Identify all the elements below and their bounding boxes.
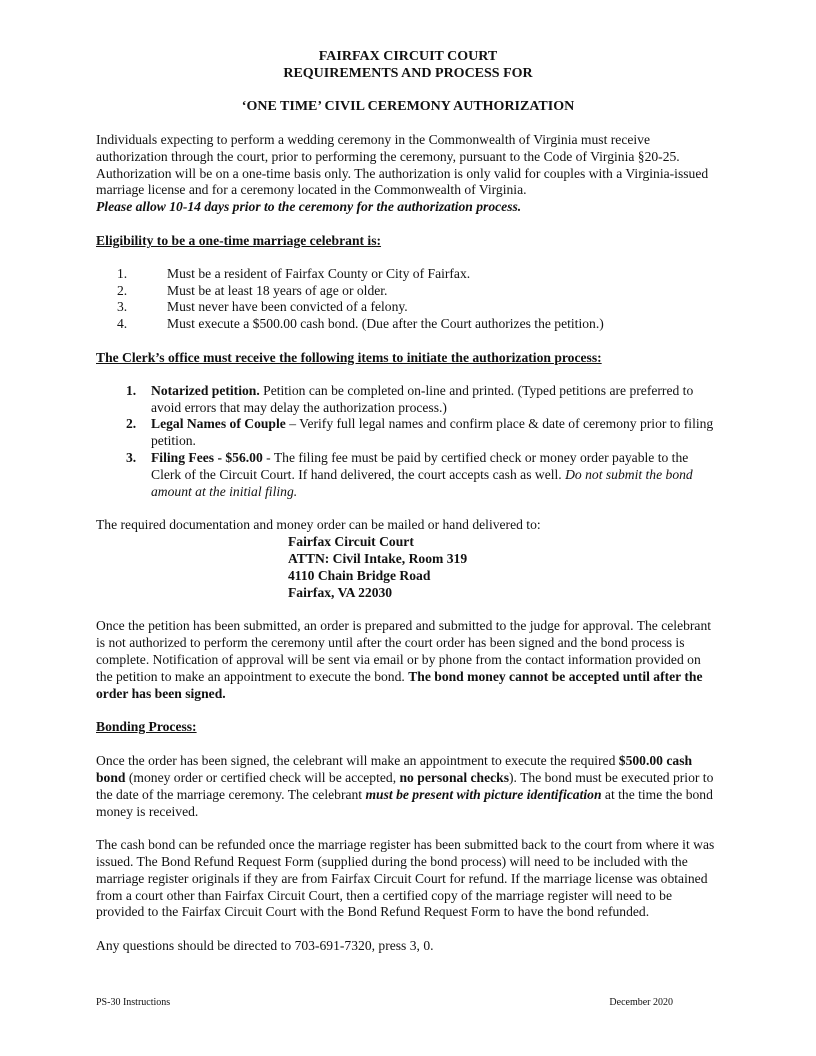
eligibility-list xyxy=(96,266,720,333)
document-title: ‘ONE TIME’ CIVIL CEREMONY AUTHORIZATION xyxy=(241,99,575,114)
bonding-paragraph-2: The cash bond can be refunded once the marriage register has been submitted back to the court from where it was issued. The Bond Refund Request Form (supplied during the bond process) will need to be included with the marriage register originals if they are from Fairfax Circuit Court for refund. If the marriage license was obtained from a court other than Fairfax Circuit Court, then a certified copy of the marriage register will need to be provided to the Fairfax Circuit Court with the Bond Refund Request Form to have the bond refunded. xyxy=(96,837,715,920)
header-line-1: FAIRFAX CIRCUIT COURT xyxy=(318,49,498,64)
list-item: 4. Must execute a $500.00 cash bond. (Due after the Court authorizes the petition.) xyxy=(117,316,604,332)
footer-form-id: PS-30 Instructions xyxy=(96,997,171,1008)
footer-date: December 2020 xyxy=(609,997,673,1008)
address-line: ATTN: Civil Intake, Room 319 xyxy=(288,550,468,566)
intro-text: Individuals expecting to perform a wedding ceremony in the Commonwealth of Virginia must receive authorization through the court, prior to performing the ceremony, pursuant to the Code of Virginia §20-25. Authorization will be on a one-time basis only. The authorization is only valid for couples with a Virginia-issued marriage license and for a ceremony located in the Commonwealth of Virginia. xyxy=(96,132,709,198)
bonding-heading: Bonding Process: xyxy=(96,719,197,735)
document-page xyxy=(96,48,720,955)
list-item: 1. Must be a resident of Fairfax County or City of Fairfax. xyxy=(117,265,471,281)
eligibility-heading: Eligibility to be a one-time marriage celebrant is: xyxy=(96,232,382,248)
mailing-address xyxy=(288,534,720,601)
address-line: 4110 Chain Bridge Road xyxy=(288,567,431,583)
address-line: Fairfax Circuit Court xyxy=(288,534,414,550)
mailing-instructions: The required documentation and money order can be mailed or hand delivered to: xyxy=(96,517,541,533)
clerk-heading: The Clerk’s office must receive the following items to initiate the authorization process: xyxy=(96,349,602,365)
list-item: 2. Must be at least 18 years of age or older. xyxy=(117,282,388,298)
address-line: Fairfax, VA 22030 xyxy=(288,584,393,600)
list-item: 3. Must never have been convicted of a felony. xyxy=(117,299,408,315)
list-item: 2. Legal Names of Couple – Verify full legal names and confirm place & date of ceremony prior to filing petition. xyxy=(126,416,714,449)
clerk-list xyxy=(96,383,720,501)
process-paragraph: Once the petition has been submitted, an order is prepared and submitted to the judge for approval. The celebrant is not authorized to perform the ceremony until after the court order has been signed and the bond process is complete. Notification of approval will be sent via email or by phone from the contact information provided on the petition to make an appointment to execute the bond. The bond money cannot be accepted until after the order has been signed. xyxy=(96,618,712,701)
header-line-2: REQUIREMENTS AND PROCESS FOR xyxy=(283,66,533,81)
contact-paragraph: Any questions should be directed to 703-691-7320, press 3, 0. xyxy=(96,938,434,954)
page-footer xyxy=(96,997,720,1008)
intro-paragraph xyxy=(96,132,720,216)
intro-note: Please allow 10-14 days prior to the ceremony for the authorization process. xyxy=(96,199,522,215)
list-item: 1. Notarized petition. Petition can be completed on-line and printed. (Typed petitions are preferred to avoid errors that may delay the authorization process.) xyxy=(126,382,694,415)
bonding-paragraph-1: Once the order has been signed, the celebrant will make an appointment to execute the required $500.00 cash bond (money order or certified check will be accepted, no personal checks). The bond must be executed prior to the date of the marriage ceremony. The celebrant must be present with picture identification at the time the bond money is received. xyxy=(96,753,714,819)
list-item: 3. Filing Fees - $56.00 - The filing fee must be paid by certified check or money order payable to the Clerk of the Circuit Court. If hand delivered, the court accepts cash as well. Do not submit the bond amount at the initial filing. xyxy=(126,449,693,499)
